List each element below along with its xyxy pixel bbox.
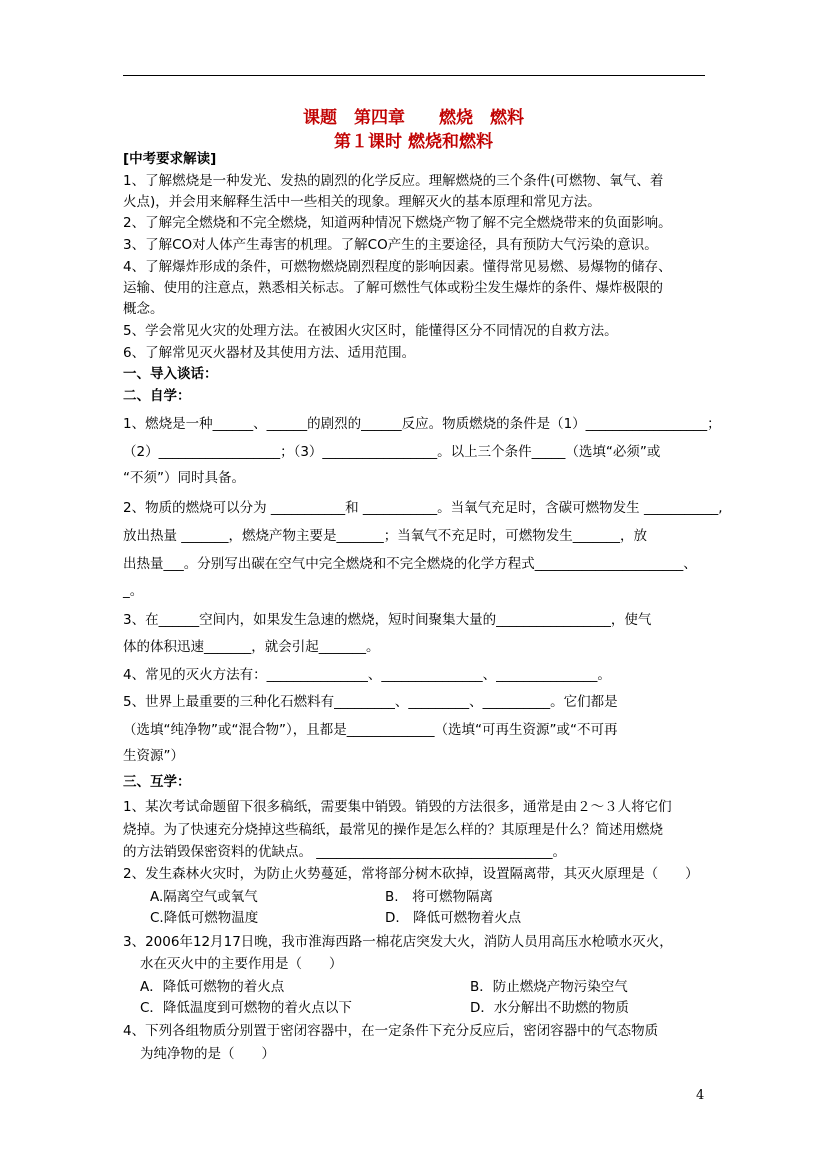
mutual-study-line: 烧掉。为了快速充分烧掉这些稿纸，最常见的操作是怎么样的？其原理是什么？简述用燃烧: [123, 822, 663, 838]
self-study-line: 生资源”）: [123, 748, 184, 764]
self-study-line: “不须”）同时具备。: [123, 470, 245, 486]
section-heading-mutual-study: 三、互学：: [123, 774, 191, 790]
q3-option-a: A．降低可燃物的着火点: [140, 979, 285, 995]
q2-option-b: B. 将可燃物隔离: [385, 889, 494, 905]
self-study-line: 3、在______空间内，如果发生急速的燃烧，短时间聚集大量的_________________，使气: [123, 612, 652, 628]
self-study-line: 放出热量 _______，燃烧产物主要是_______；当氧气不充足时，可燃物发生_______，放: [123, 528, 648, 544]
q3-option-d: D．水分解出不助燃的物质: [470, 1000, 629, 1016]
requirement-line: 1、了解燃烧是一种发光、发热的剧烈的化学反应。理解燃烧的三个条件(可燃物、氧气、着: [123, 173, 664, 189]
self-study-line: （2）__________________；（3）_________________。以上三个条件_____（选填“必须”或: [123, 444, 661, 460]
requirement-line: 3、了解CO对人体产生毒害的机理。了解CO产生的主要途径，具有预防大气污染的意识。: [123, 237, 658, 253]
requirement-line: 2、了解完全燃烧和不完全燃烧，知道两种情况下燃烧产物了解不完全燃烧带来的负面影响。: [123, 215, 672, 231]
self-study-line: （选填“纯净物”或“混合物”），且都是_____________（选填“可再生资源”或“不可再: [123, 722, 618, 738]
page-number: 4: [696, 1088, 705, 1103]
requirement-line: 火点)，并会用来解释生活中一些相关的现象。理解灭火的基本原理和常见方法。: [123, 194, 601, 210]
mutual-study-line: 1、某次考试命题留下很多稿纸，需要集中销毁。销毁的方法很多，通常是由２～３人将它们: [123, 799, 672, 815]
self-study-line: 1、燃烧是一种______、______的剧烈的______反应。物质燃烧的条件是（1）__________________；: [123, 416, 721, 432]
requirement-line: 4、了解爆炸形成的条件，可燃物燃烧剧烈程度的影响因素。懂得常见易燃、易爆物的储存、: [123, 259, 672, 275]
question-3-stem: 3、2006年12月17日晚，我市淮海西路一棉花店突发大火，消防人员用高压水枪喷水灭火，: [123, 934, 673, 950]
lesson-subtitle: 第１课时 燃烧和燃料: [334, 132, 493, 152]
header-rule: [123, 75, 705, 76]
self-study-line: 5、世界上最重要的三种化石燃料有_________、_________、__________。它们都是: [123, 694, 618, 710]
self-study-line: 体的体积迅速_______，就会引起_______。: [123, 639, 380, 655]
q3-option-c: C．降低温度到可燃物的着火点以下: [140, 1000, 352, 1016]
self-study-line: _。: [123, 583, 144, 599]
requirements-heading: [中考要求解读]: [123, 151, 217, 167]
section-heading-intro: 一、导入谈话：: [123, 366, 218, 382]
requirement-line: 5、学会常见火灾的处理方法。在被困火灾区时，能懂得区分不同情况的自救方法。: [123, 323, 618, 339]
q2-option-d: D. 降低可燃物着火点: [385, 910, 522, 926]
q3-option-b: B．防止燃烧产物污染空气: [470, 979, 628, 995]
requirement-line: 概念。: [123, 301, 164, 317]
requirement-line: 6、了解常见灭火器材及其使用方法、适用范围。: [123, 345, 416, 361]
self-study-line: 2、物质的燃烧可以分为 ___________和 ___________。当氧气充足时，含碳可燃物发生 ___________,: [123, 500, 723, 516]
question-4-stem: 4、下列各组物质分别置于密闭容器中，在一定条件下充分反应后，密闭容器中的气态物质: [123, 1023, 659, 1039]
self-study-line: 4、常见的灭火方法有：_______________、_______________、_______________。: [123, 667, 611, 683]
question-2-stem: 2、发生森林火灾时，为防止火势蔓延，常将部分树木砍掉，设置隔离带，其灭火原理是（ ）: [123, 866, 699, 882]
section-heading-self-study: 二、自学：: [123, 388, 191, 404]
q2-option-c: C.降低可燃物温度: [150, 910, 259, 926]
requirement-line: 运输、使用的注意点，熟悉相关标志。了解可燃性气体或粉尘发生爆炸的条件、爆炸极限的: [123, 280, 663, 296]
lesson-title: 课题 第四章 燃烧 燃料: [303, 108, 524, 128]
question-4-stem-cont: 为纯净物的是（ ）: [140, 1046, 275, 1062]
mutual-study-line: 的方法销毁保密资料的优缺点。 ___________________________________。: [123, 844, 567, 860]
q2-option-a: A.隔离空气或氧气: [150, 889, 258, 905]
question-3-stem-cont: 水在灭火中的主要作用是（ ）: [140, 956, 343, 972]
self-study-line: 出热量___。分别写出碳在空气中完全燃烧和不完全燃烧的化学方程式______________________、: [123, 556, 697, 572]
